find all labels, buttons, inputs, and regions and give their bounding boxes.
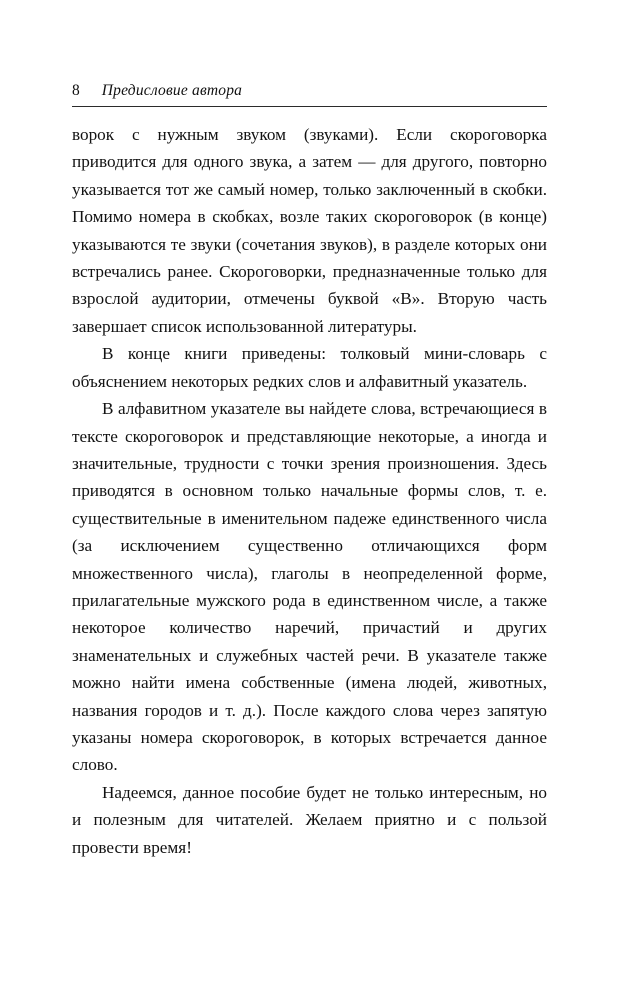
body-text bbox=[72, 121, 547, 861]
paragraph-2: В конце книги приведены: толковый мини-словарь с объяснением некоторых редких слов и алфавитный указатель. bbox=[72, 344, 547, 391]
running-head-title: Предисловие автора bbox=[101, 82, 243, 99]
paragraph-3: В алфавитном указателе вы найдете слова, встречающиеся в тексте скороговорок и представляющие некоторые, а иногда и значительные, трудности с точки зрения произношения. Здесь приводятся в основном только начальные формы слов, т. е. существительные в именительном падеже единственного числа (за исключением существенно отличающихся форм множественного числа), глаголы в неопределенной форме, прилагательные мужского рода в единственном числе, а также некоторое количество наречий, причастий и других знаменательных и служебных частей речи. В указателе также можно найти имена собственные (имена людей, животных, названия городов и т. д.). После каждого слова через запятую указаны номера скороговорок, в которых встречается данное слово. bbox=[72, 399, 547, 775]
paragraph-1: ворок с нужным звуком (звуками). Если скороговорка приводится для одного звука, а затем — для другого, повторно указывается тот же самый номер, только заключенный в скобки. Помимо номера в скобках, возле таких скороговорок (в конце) указываются те звуки (сочетания звуков), в разделе которых они встречались ранее. Скороговорки, предназначенные только для взрослой аудитории, отмечены буквой «В». Вторую часть завершает список использованной литературы. bbox=[72, 125, 547, 336]
paragraph-4: Надеемся, данное пособие будет не только интересным, но и полезным для читателей. Желаем приятно и с пользой провести время! bbox=[72, 782, 547, 857]
page-number: 8 bbox=[72, 82, 80, 99]
header-divider bbox=[72, 106, 547, 107]
running-head bbox=[72, 82, 547, 106]
